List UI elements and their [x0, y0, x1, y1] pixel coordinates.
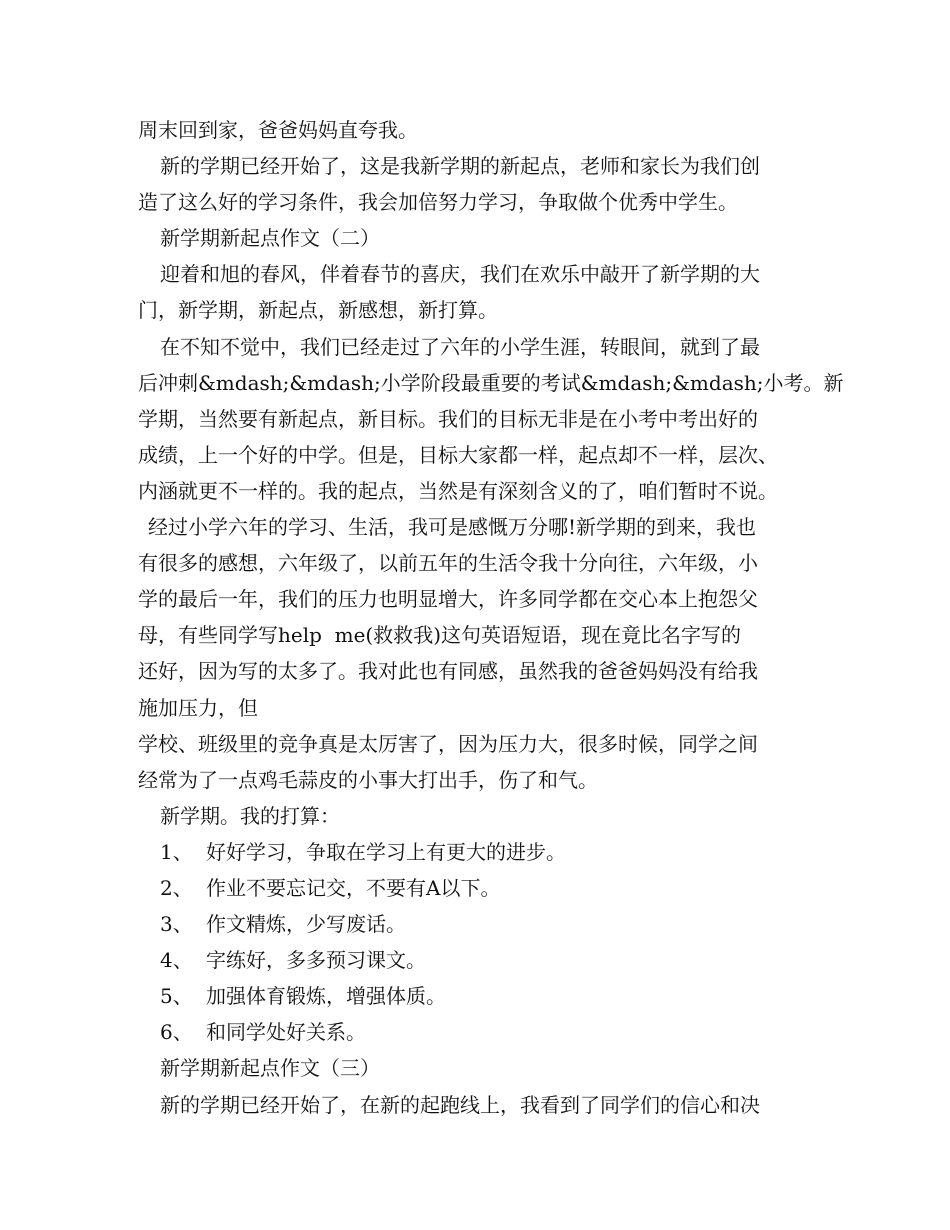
list-number: 5、: [160, 984, 193, 1009]
paragraph-line: 门，新学期，新起点，新感想，新打算。: [138, 298, 498, 323]
section-heading: 新学期新起点作文（三）: [160, 1056, 380, 1081]
list-text: 和同学处好关系。: [206, 1020, 366, 1045]
document-body: [138, 112, 844, 1123]
paragraph-line: 后冲刺&mdash;&mdash;小学阶段最重要的考试&mdash;&mdash;小考。新: [138, 370, 844, 395]
list-heading: 新学期。我的打算：: [160, 803, 340, 828]
list-number: 2、: [160, 875, 193, 900]
section-heading: 新学期新起点作文（二）: [160, 226, 380, 251]
list-item: [138, 978, 828, 1014]
paragraph-line: 施加压力，但: [138, 695, 258, 720]
list-item: [138, 870, 828, 906]
list-item: [138, 906, 828, 942]
paragraph-line: 学校、班级里的竞争真是太厉害了，因为压力大，很多时候，同学之间: [138, 731, 758, 756]
paragraph-line: 学的最后一年，我们的压力也明显增大，许多同学都在交心本上抱怨父: [138, 587, 758, 612]
list-item: [138, 942, 828, 978]
list-item: [138, 1014, 828, 1050]
paragraph-line: 经常为了一点鸡毛蒜皮的小事大打出手，伤了和气。: [138, 767, 598, 792]
list-number: 4、: [160, 948, 193, 973]
paragraph-line: 新的学期已经开始了，这是我新学期的新起点，老师和家长为我们创: [160, 154, 760, 179]
list-number: 1、: [160, 839, 193, 864]
paragraph-line: 成绩，上一个好的中学。但是，目标大家都一样，起点却不一样，层次、: [138, 442, 778, 467]
paragraph-line: 在不知不觉中，我们已经走过了六年的小学生涯，转眼间，就到了最: [160, 334, 760, 359]
paragraph-line: 周末回到家，爸爸妈妈直夸我。: [138, 118, 418, 142]
list-text: 加强体育锻炼，增强体质。: [206, 984, 446, 1009]
paragraph-line: 内涵就更不一样的。我的起点，当然是有深刻含义的了，咱们暂时不说。: [138, 478, 778, 503]
list-text: 字练好，多多预习课文。: [206, 948, 426, 973]
paragraph-line: 造了这么好的学习条件，我会加倍努力学习，争取做个优秀中学生。: [138, 190, 738, 215]
list-text: 作文精炼，少写废话。: [206, 912, 406, 937]
list-text: 作业不要忘记交，不要有A以下。: [206, 875, 501, 900]
list-text: 好好学习，争取在学习上有更大的进步。: [206, 839, 566, 864]
paragraph-line: 母，有些同学写help me(救救我)这句英语短语，现在竟比名字写的: [138, 623, 742, 648]
paragraph-line: 经过小学六年的学习、生活，我可是感慨万分哪!新学期的到来，我也: [148, 515, 757, 540]
list-number: 3、: [160, 912, 193, 937]
paragraph-line: 还好，因为写的太多了。我对此也有同感，虽然我的爸爸妈妈没有给我: [138, 659, 758, 684]
paragraph-line: 有很多的感想，六年级了，以前五年的生活令我十分向往，六年级，小: [138, 551, 758, 576]
paragraph-line: 学期，当然要有新起点，新目标。我们的目标无非是在小考中考出好的: [138, 406, 758, 431]
paragraph-line: 新的学期已经开始了，在新的起跑线上，我看到了同学们的信心和决: [160, 1092, 760, 1117]
list-item: [138, 834, 828, 870]
paragraph-line: 迎着和旭的春风，伴着春节的喜庆，我们在欢乐中敲开了新学期的大: [160, 262, 760, 287]
list-number: 6、: [160, 1020, 193, 1045]
